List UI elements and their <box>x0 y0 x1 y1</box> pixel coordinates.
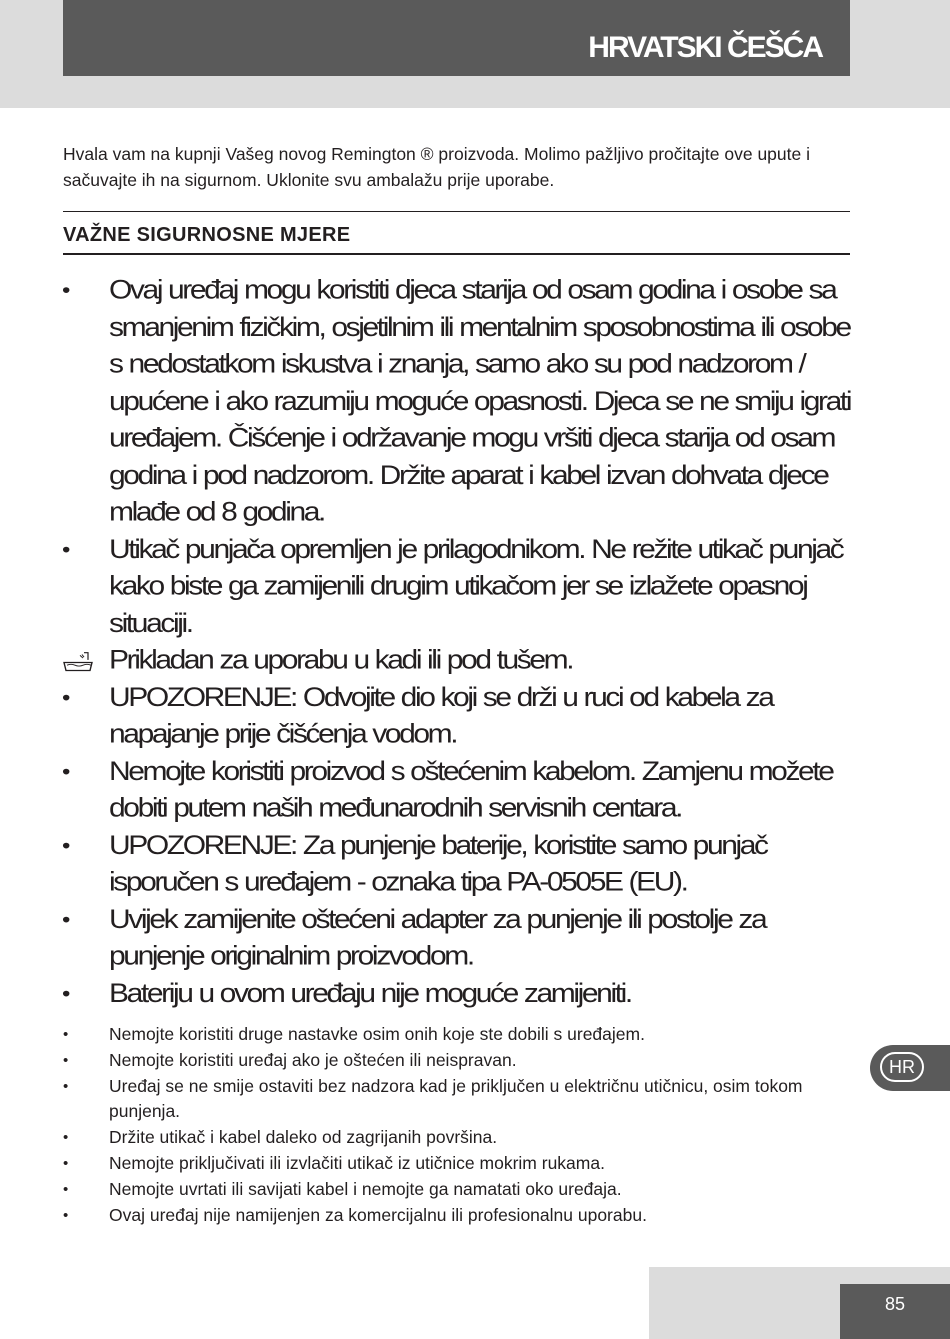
small-list-item-text: Uređaj se ne smije ostaviti bez nadzora kad je priključen u električnu utičnicu, osim tokom punjenja. <box>109 1075 803 1122</box>
bullet-icon: • <box>63 1154 69 1172</box>
large-list-item <box>0 272 854 531</box>
small-list-item <box>0 1074 829 1126</box>
large-list-item-text: Utikač punjača opremljen je prilagodnikom. Ne režite utikač punjač kako biste ga zamijenili drugim utikačom jer se izlažete opasnoj situaciji. <box>109 534 843 638</box>
large-list-item <box>0 827 854 901</box>
bullet-icon: • <box>62 278 69 303</box>
bath-shower-icon <box>62 651 94 672</box>
large-list-item-text: Prikladan za uporabu u kadi ili pod tušem. <box>109 645 573 675</box>
bullet-icon: • <box>63 1051 69 1069</box>
large-list-item-text: UPOZORENJE: Odvojite dio koji se drži u ruci od kabela za napajanje prije čišćenja vodom. <box>109 682 773 749</box>
small-list-item-text: Nemojte koristiti druge nastavke osim onih koje ste dobili s uređajem. <box>109 1024 645 1044</box>
bullet-icon: • <box>63 1026 69 1043</box>
large-list-item-text: Uvijek zamijenite oštećeni adapter za punjenje ili postolje za punjenje originalnim proizvodom. <box>109 904 766 971</box>
bullet-icon: • <box>63 1077 69 1095</box>
heading-bottom-rule <box>63 253 850 255</box>
bullet-icon: • <box>62 685 69 710</box>
bullet-icon: • <box>62 759 69 784</box>
page-number-box <box>840 1284 950 1339</box>
bullet-icon: • <box>62 833 69 858</box>
section-heading: VAŽNE SIGURNOSNE MJERE <box>63 224 351 246</box>
header-bar <box>63 0 850 76</box>
bullet-icon: • <box>63 1129 69 1147</box>
large-list-item <box>0 642 854 679</box>
page-number: 85 <box>884 1294 906 1314</box>
small-list-item-text: Nemojte priključivati ili izvlačiti utikač iz utičnice mokrim rukama. <box>109 1152 605 1173</box>
large-list-item <box>0 753 854 827</box>
small-list-item-text: Nemojte uvrtati ili savijati kabel i nemojte ga namatati oko uređaja. <box>109 1178 622 1199</box>
large-list-item-text: UPOZORENJE: Za punjenje baterije, koristite samo punjač isporučen s uređajem - oznaka tipa PA-0505E (EU). <box>109 830 767 897</box>
small-list-item <box>0 1022 829 1048</box>
bullet-icon: • <box>62 907 69 932</box>
large-safety-list <box>0 272 950 1012</box>
large-list-item-text: Bateriju u ovom uređaju nije moguće zamijeniti. <box>109 978 631 1008</box>
large-list-item <box>0 531 854 642</box>
large-list-item-text: Nemojte koristiti proizvod s oštećenim kabelom. Zamjenu možete dobiti putem naših međunarodnih servisnih centara. <box>109 756 833 823</box>
small-list-item <box>0 1177 829 1203</box>
small-list-item <box>0 1151 829 1177</box>
small-list-item-text: Držite utikač i kabel daleko od zagrijanih površina. <box>109 1127 498 1148</box>
large-list-item-text: Ovaj uređaj mogu koristiti djeca starija od osam godina i osobe sa smanjenim fizičkim, osjetilnim ili mentalnim sposobnostima ili osobe s nedostatkom iskustva i znanja, samo ako su pod nadzorom / upućene i ako razumiju moguće opasnosti. Djeca se ne smiju igrati uređajem. Čišćenje i održavanje mogu vršiti djeca starija od osam godina i pod nadzorom. Držite aparat i kabel izvan dohvata djece mlađe od 8 godina. <box>109 275 851 527</box>
large-list-item <box>0 901 854 975</box>
small-list-item <box>0 1048 829 1074</box>
language-badge: HR <box>880 1052 924 1082</box>
large-list-item <box>0 975 854 1012</box>
bullet-icon: • <box>62 981 69 1006</box>
small-safety-list <box>0 1022 950 1228</box>
heading-top-rule <box>63 211 850 212</box>
intro-paragraph: Hvala vam na kupnji Vašeg novog Remington ® proizvoda. Molimo pažljivo pročitajte ove upute i sačuvajte ih na sigurnom. Uklonite svu ambalažu prije uporabe. <box>63 144 810 190</box>
small-list-item <box>0 1125 829 1151</box>
small-list-item <box>0 1203 829 1229</box>
header-title: HRVATSKI ČEŠĆA <box>588 31 822 64</box>
language-tab <box>870 1045 950 1091</box>
bullet-icon: • <box>63 1206 69 1224</box>
bullet-icon: • <box>62 537 69 562</box>
bullet-icon: • <box>63 1180 69 1198</box>
small-list-item-text: Ovaj uređaj nije namijenjen za komercijalnu ili profesionalnu uporabu. <box>109 1204 647 1225</box>
large-list-item <box>0 679 854 753</box>
small-list-item-text: Nemojte koristiti uređaj ako je oštećen ili neispravan. <box>109 1049 517 1070</box>
